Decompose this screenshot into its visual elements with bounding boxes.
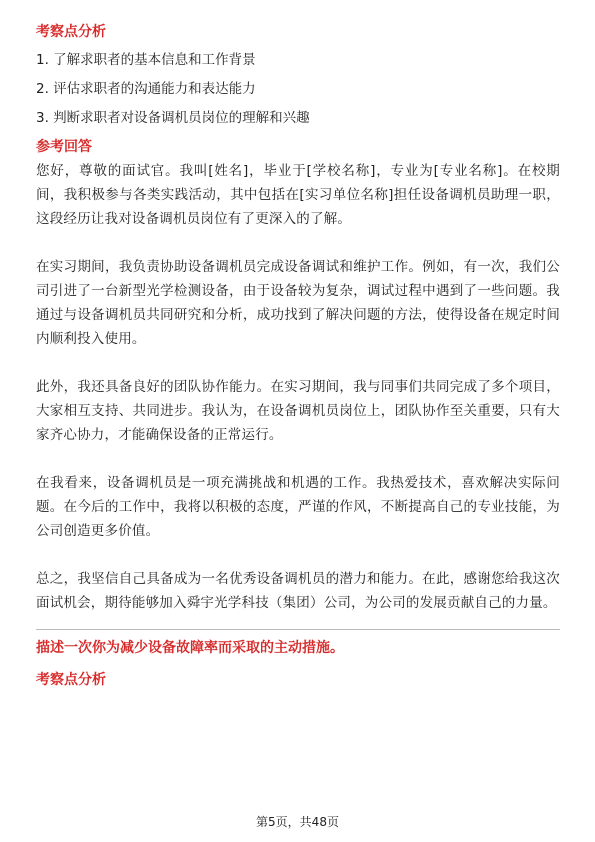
page-number: 第5页，共48页	[256, 815, 339, 829]
next-question: 描述一次你为减少设备故障率而采取的主动措施。	[36, 640, 344, 656]
answer-paragraph: 在我看来，设备调机员是一项充满挑战和机遇的工作。我热爱技术，喜欢解决实际问题。在今后的工作中，我将以积极的态度，严谨的作风，不断提高自己的专业技能，为公司创造更多价值。	[36, 475, 560, 539]
analysis-heading: 考察点分析	[36, 24, 106, 40]
analysis-point: 1. 了解求职者的基本信息和工作背景	[36, 52, 256, 68]
analysis-point: 3. 判断求职者对设备调机员岗位的理解和兴趣	[36, 110, 310, 126]
section-divider	[36, 629, 560, 630]
answer-paragraph: 此外，我还具备良好的团队协作能力。在实习期间，我与同事们共同完成了多个项目，大家相互支持、共同进步。我认为，在设备调机员岗位上，团队协作至关重要，只有大家齐心协力，才能确保设备的正常运行。	[36, 379, 560, 443]
answer-heading: 参考回答	[36, 139, 92, 155]
analysis-point: 2. 评估求职者的沟通能力和表达能力	[36, 81, 256, 97]
answer-paragraph: 在实习期间，我负责协助设备调机员完成设备调试和维护工作。例如，有一次，我们公司引进了一台新型光学检测设备，由于设备较为复杂，调试过程中遇到了一些问题。我通过与设备调机员共同研究和分析，成功找到了解决问题的方法，使得设备在规定时间内顺利投入使用。	[36, 259, 560, 347]
answer-paragraph: 总之，我坚信自己具备成为一名优秀设备调机员的潜力和能力。在此，感谢您给我这次面试机会，期待能够加入舜宇光学科技（集团）公司，为公司的发展贡献自己的力量。	[36, 571, 560, 611]
analysis-points	[36, 50, 560, 128]
answer-paragraph: 您好，尊敬的面试官。我叫[姓名]，毕业于[学校名称]，专业为[专业名称]。在校期间，我积极参与各类实践活动，其中包括在[实习单位名称]担任设备调机员助理一职，这段经历让我对设备调机员岗位有了更深入的了解。	[36, 163, 560, 227]
document-page	[36, 22, 560, 690]
next-analysis-heading: 考察点分析	[36, 672, 106, 688]
